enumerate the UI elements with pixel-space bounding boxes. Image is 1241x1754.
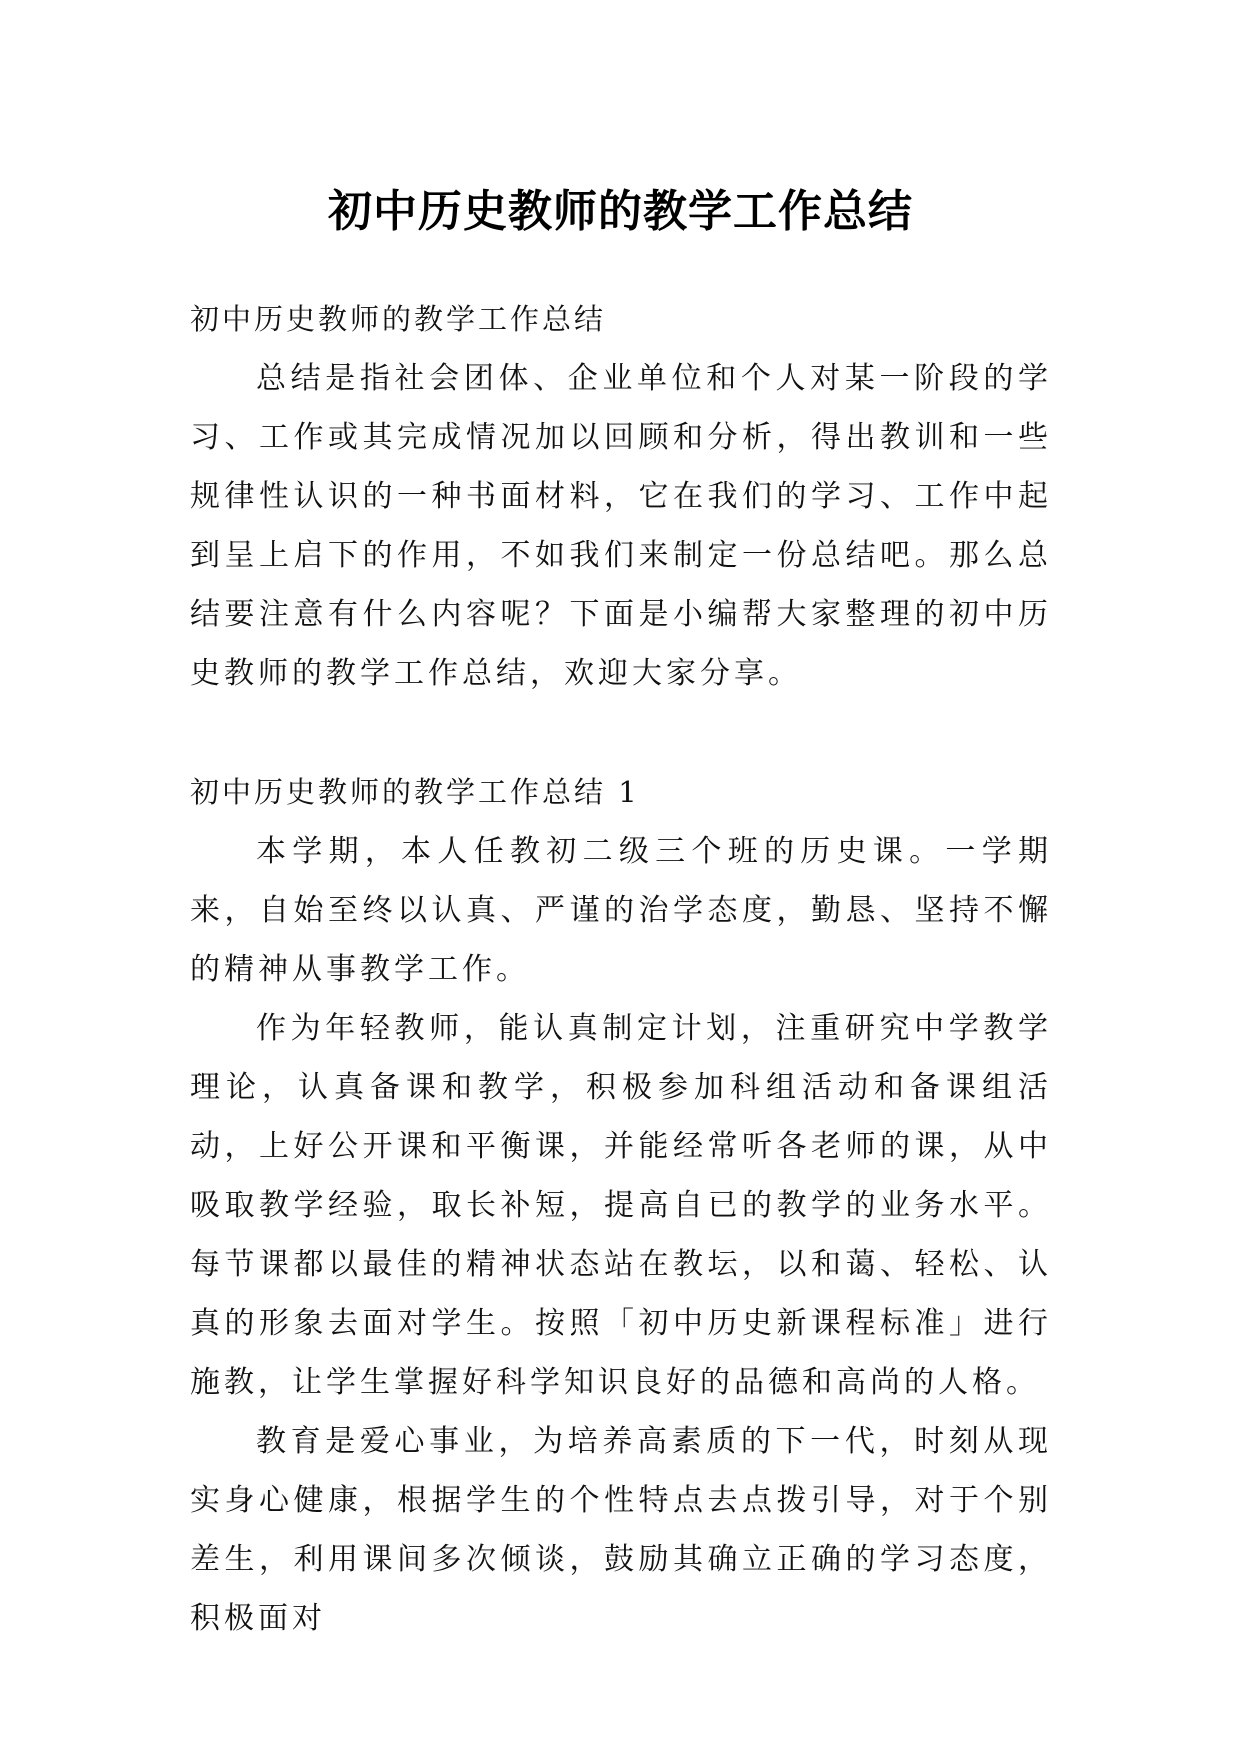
document-body bbox=[190, 290, 1052, 1648]
document-title: 初中历史教师的教学工作总结 bbox=[328, 186, 913, 238]
section-heading: 初中历史教师的教学工作总结 1 bbox=[190, 775, 640, 809]
document-subtitle: 初中历史教师的教学工作总结 bbox=[190, 302, 607, 336]
section-spacer bbox=[190, 703, 1052, 763]
body-paragraph-3: 教育是爱心事业，为培养高素质的下一代，时刻从现实身心健康，根据学生的个性特点去点拨引导，对于个别差生，利用课间多次倾谈，鼓励其确立正确的学习态度，积极面对 bbox=[190, 1424, 1052, 1636]
intro-paragraph: 总结是指社会团体、企业单位和个人对某一阶段的学习、工作或其完成情况加以回顾和分析，得出教训和一些规律性认识的一种书面材料，它在我们的学习、工作中起到呈上启下的作用，不如我们来制定一份总结吧。那么总结要注意有什么内容呢？下面是小编帮大家整理的初中历史教师的教学工作总结，欢迎大家分享。 bbox=[190, 361, 1052, 691]
body-paragraph-1: 本学期，本人任教初二级三个班的历史课。一学期来，自始至终以认真、严谨的治学态度，勤恳、坚持不懈的精神从事教学工作。 bbox=[190, 834, 1052, 987]
body-paragraph-2: 作为年轻教师，能认真制定计划，注重研究中学教学理论，认真备课和教学，积极参加科组活动和备课组活动，上好公开课和平衡课，并能经常听各老师的课，从中吸取教学经验，取长补短，提高自已的教学的业务水平。每节课都以最佳的精神状态站在教坛，以和蔼、轻松、认真的形象去面对学生。按照「初中历史新课程标准」进行施教，让学生掌握好科学知识良好的品德和高尚的人格。 bbox=[190, 1011, 1052, 1400]
